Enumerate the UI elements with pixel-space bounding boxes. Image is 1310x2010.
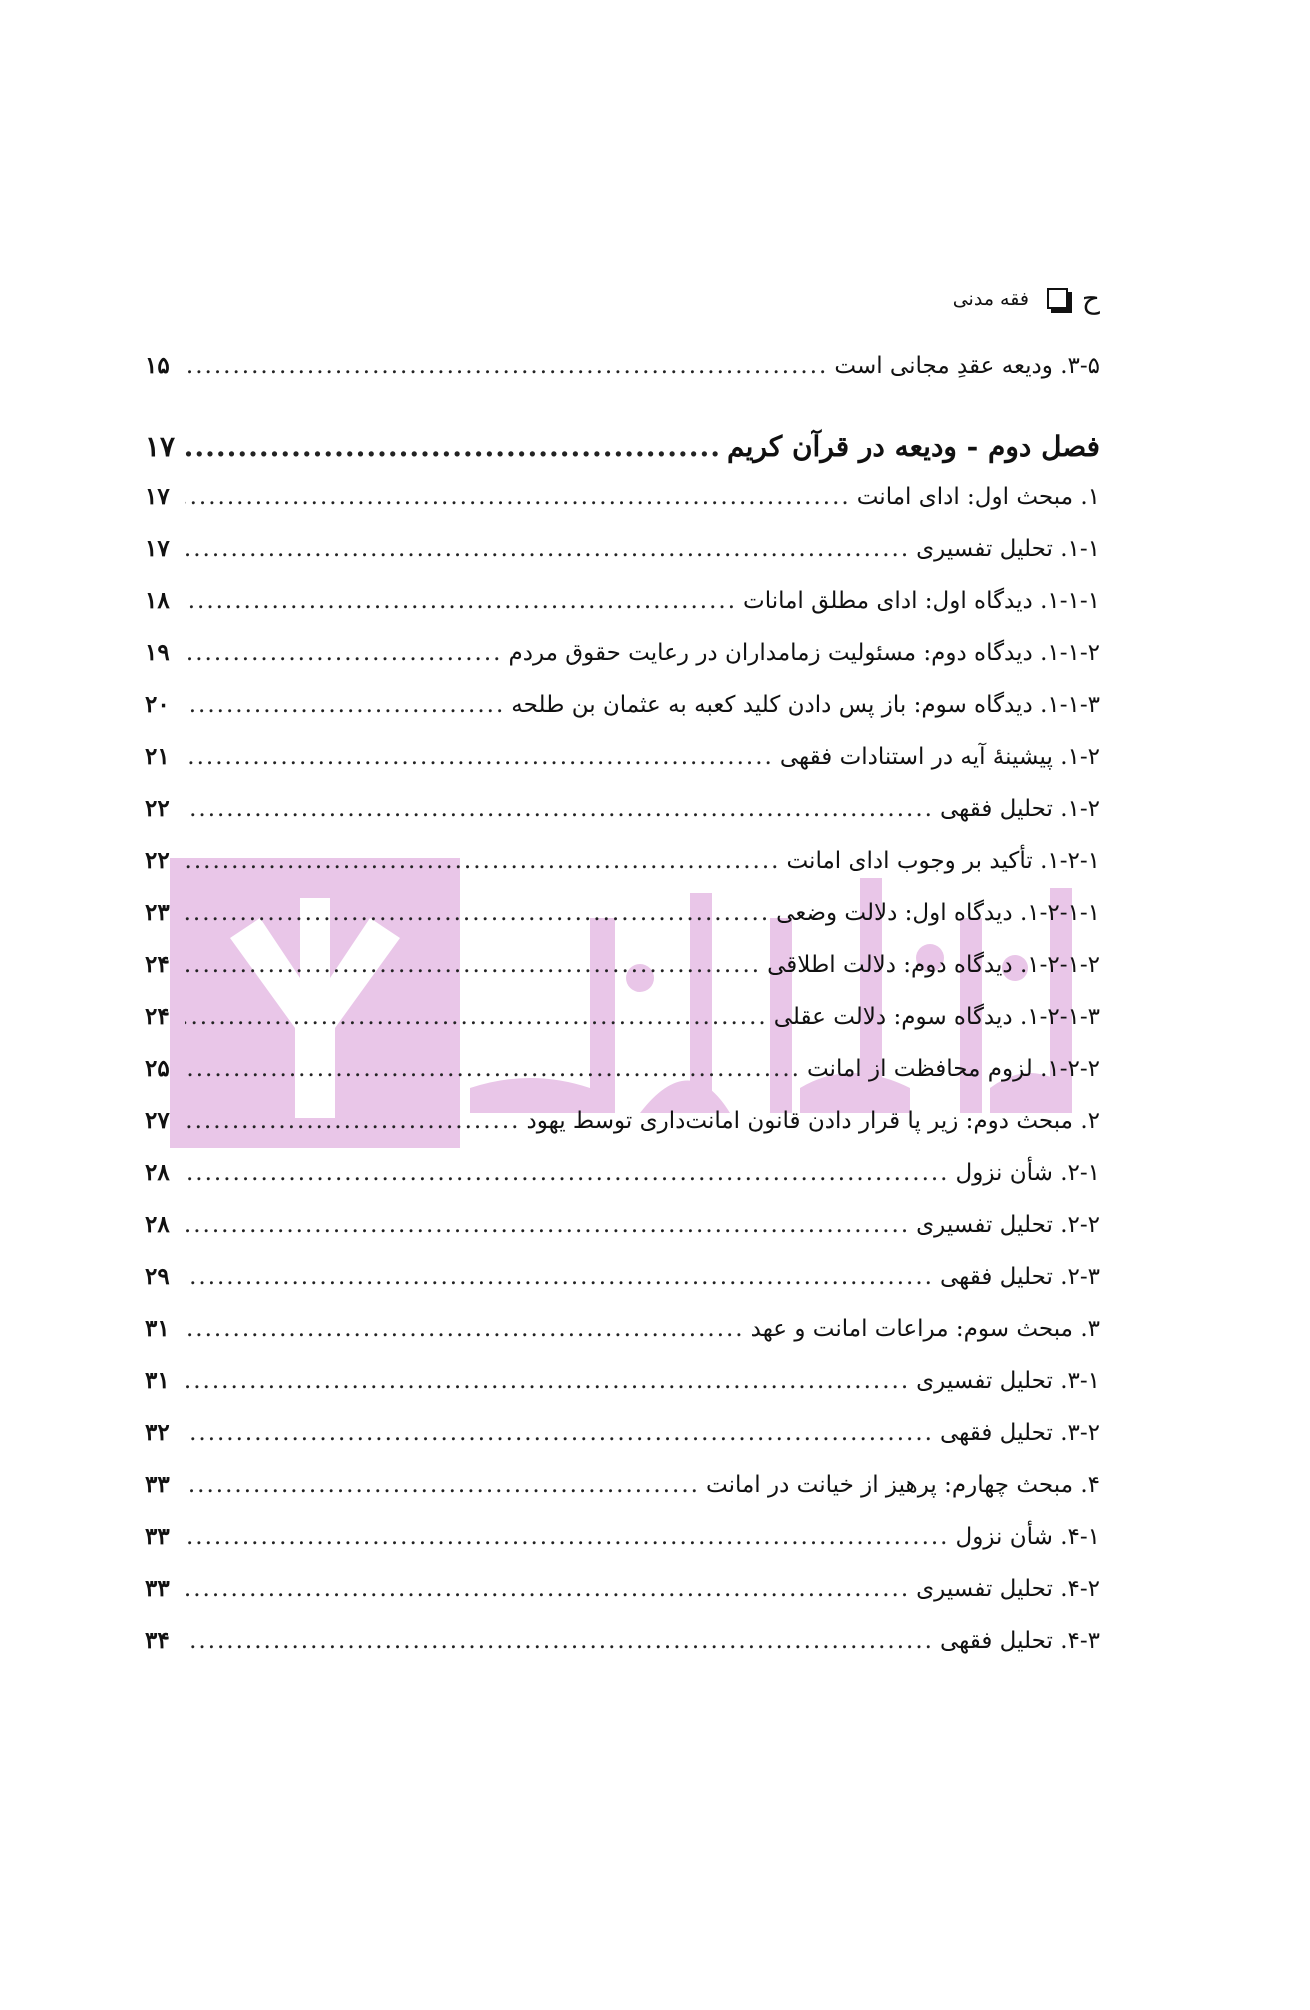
toc-entry-label: ۱-۲-۱-۱. دیدگاه اول: دلالت وضعی — [776, 900, 1100, 926]
page-letter: ح — [1081, 282, 1100, 315]
dot-leader — [185, 796, 934, 822]
toc-entry-page: ۲۸ — [145, 1159, 170, 1186]
toc-entry — [145, 1263, 1100, 1303]
dot-leader — [185, 900, 770, 926]
toc-entry-label: ۱-۲-۲. لزوم محافظت از امانت — [806, 1056, 1100, 1082]
dot-leader — [185, 1264, 934, 1290]
toc-entry — [145, 1107, 1100, 1147]
toc-entry — [145, 483, 1100, 523]
toc-entry-label: ۲-۱. شأن نزول — [955, 1160, 1100, 1186]
toc-entry-page: ۲۲ — [145, 847, 170, 874]
toc-entry — [145, 352, 1100, 392]
dot-leader — [185, 1368, 910, 1394]
dot-leader — [185, 1420, 934, 1446]
dot-leader — [185, 536, 910, 562]
toc-entry-page: ۱۵ — [145, 352, 170, 379]
toc-entry-page: ۳۳ — [145, 1471, 170, 1498]
dot-leader — [185, 1576, 910, 1602]
toc-entry-page: ۱۷ — [145, 430, 176, 463]
toc-chapter-entry — [145, 430, 1100, 476]
toc-entry — [145, 587, 1100, 627]
dot-leader — [185, 484, 851, 510]
toc-entry-page: ۲۴ — [145, 1003, 170, 1030]
toc-entry — [145, 1575, 1100, 1615]
toc-entry-label: ۱-۲-۱-۲. دیدگاه دوم: دلالت اطلاقی — [767, 952, 1100, 978]
toc-entry-label: ۱-۲. تحلیل فقهی — [939, 796, 1100, 822]
toc-entry-page: ۳۴ — [145, 1627, 170, 1654]
toc-entry-label: ۱-۲. پیشینهٔ آیه در استنادات فقهی — [779, 744, 1100, 770]
dot-leader — [185, 1108, 520, 1134]
toc-entry — [145, 639, 1100, 679]
dot-leader — [185, 1472, 700, 1498]
dot-leader — [185, 744, 774, 770]
dot-leader — [185, 1160, 950, 1186]
dot-leader — [185, 1628, 934, 1654]
toc-entry — [145, 951, 1100, 991]
toc-entry-page: ۳۱ — [145, 1367, 170, 1394]
dot-leader — [185, 1316, 745, 1342]
toc-entry-label: ۴-۳. تحلیل فقهی — [939, 1628, 1100, 1654]
toc-entry-page: ۲۹ — [145, 1263, 170, 1290]
toc-entry — [145, 1523, 1100, 1563]
toc-entry — [145, 743, 1100, 783]
toc-entry-label: ۲-۳. تحلیل فقهی — [939, 1264, 1100, 1290]
toc-entry — [145, 1367, 1100, 1407]
toc-entry-label: ۱-۱-۱. دیدگاه اول: ادای مطلق امانات — [743, 588, 1100, 614]
toc-entry — [145, 535, 1100, 575]
toc-entry-label: ۳-۱. تحلیل تفسیری — [916, 1368, 1100, 1394]
toc-entry-page: ۳۳ — [145, 1575, 170, 1602]
toc-entry — [145, 1471, 1100, 1511]
dot-leader — [185, 430, 721, 463]
toc-entry-page: ۲۰ — [145, 691, 170, 718]
toc-entry-label: ۲-۲. تحلیل تفسیری — [916, 1212, 1100, 1238]
toc-entry-label: ۳. مبحث سوم: مراعات امانت و عهد — [750, 1316, 1100, 1342]
dot-leader — [185, 1524, 950, 1550]
toc-entry-page: ۳۳ — [145, 1523, 170, 1550]
toc-entry-page: ۲۲ — [145, 795, 170, 822]
book-title: فقه مدنی — [952, 287, 1029, 310]
dot-leader — [185, 588, 737, 614]
toc-entry-label: ۳-۲. تحلیل فقهی — [939, 1420, 1100, 1446]
toc-entry-page: ۲۱ — [145, 743, 170, 770]
square-box-icon — [1047, 288, 1068, 309]
toc-entry-page: ۱۷ — [145, 535, 170, 562]
toc-entry — [145, 1159, 1100, 1199]
toc-entry-label: ۱. مبحث اول: ادای امانت — [856, 484, 1100, 510]
toc-entry-page: ۳۱ — [145, 1315, 170, 1342]
toc-entry-page: ۳۲ — [145, 1419, 170, 1446]
dot-leader — [185, 848, 780, 874]
toc-entry-label: ۴-۲. تحلیل تفسیری — [916, 1576, 1100, 1602]
toc-entry — [145, 1315, 1100, 1355]
dot-leader — [185, 353, 828, 379]
toc-entry — [145, 691, 1100, 731]
toc-entry-label: ۱-۱-۲. دیدگاه دوم: مسئولیت زمامداران در رعایت حقوق مردم — [508, 640, 1100, 666]
toc-entry-page: ۱۸ — [145, 587, 170, 614]
dot-leader — [185, 692, 505, 718]
dot-leader — [185, 1004, 768, 1030]
toc-entry-label: فصل دوم - ودیعه در قرآن کریم — [727, 430, 1100, 463]
toc-entry — [145, 1003, 1100, 1043]
toc-entry — [145, 1627, 1100, 1667]
toc-entry — [145, 1211, 1100, 1251]
dot-leader — [185, 640, 502, 666]
toc-entry — [145, 847, 1100, 887]
toc-entry-label: ۱-۱. تحلیل تفسیری — [916, 536, 1100, 562]
toc-entry — [145, 1419, 1100, 1459]
toc-entry-label: ۳-۵. ودیعه عقدِ مجانی است — [834, 353, 1100, 379]
toc-entry-label: ۲. مبحث دوم: زیر پا قرار دادن قانون امانت‌داری توسط یهود — [526, 1108, 1100, 1134]
dot-leader — [185, 1056, 801, 1082]
toc-entry-label: ۴. مبحث چهارم: پرهیز از خیانت در امانت — [705, 1472, 1100, 1498]
toc-entry — [145, 795, 1100, 835]
dot-leader — [185, 952, 761, 978]
toc-entry-page: ۱۹ — [145, 639, 170, 666]
running-header — [953, 282, 1100, 315]
toc-entry — [145, 1055, 1100, 1095]
toc-entry-page: ۱۷ — [145, 483, 170, 510]
toc-entry-page: ۲۷ — [145, 1107, 170, 1134]
toc-entry-label: ۱-۲-۱. تأکید بر وجوب ادای امانت — [786, 848, 1100, 874]
toc-entry — [145, 899, 1100, 939]
toc-entry-page: ۲۳ — [145, 899, 170, 926]
toc-entry-label: ۴-۱. شأن نزول — [955, 1524, 1100, 1550]
toc-entry-label: ۱-۱-۳. دیدگاه سوم: باز پس دادن کلید کعبه به عثمان بن طلحه — [511, 692, 1100, 718]
toc-entry-page: ۲۵ — [145, 1055, 170, 1082]
toc-entry-page: ۲۸ — [145, 1211, 170, 1238]
toc-entry-label: ۱-۲-۱-۳. دیدگاه سوم: دلالت عقلی — [773, 1004, 1100, 1030]
dot-leader — [185, 1212, 910, 1238]
toc-entry-page: ۲۴ — [145, 951, 170, 978]
